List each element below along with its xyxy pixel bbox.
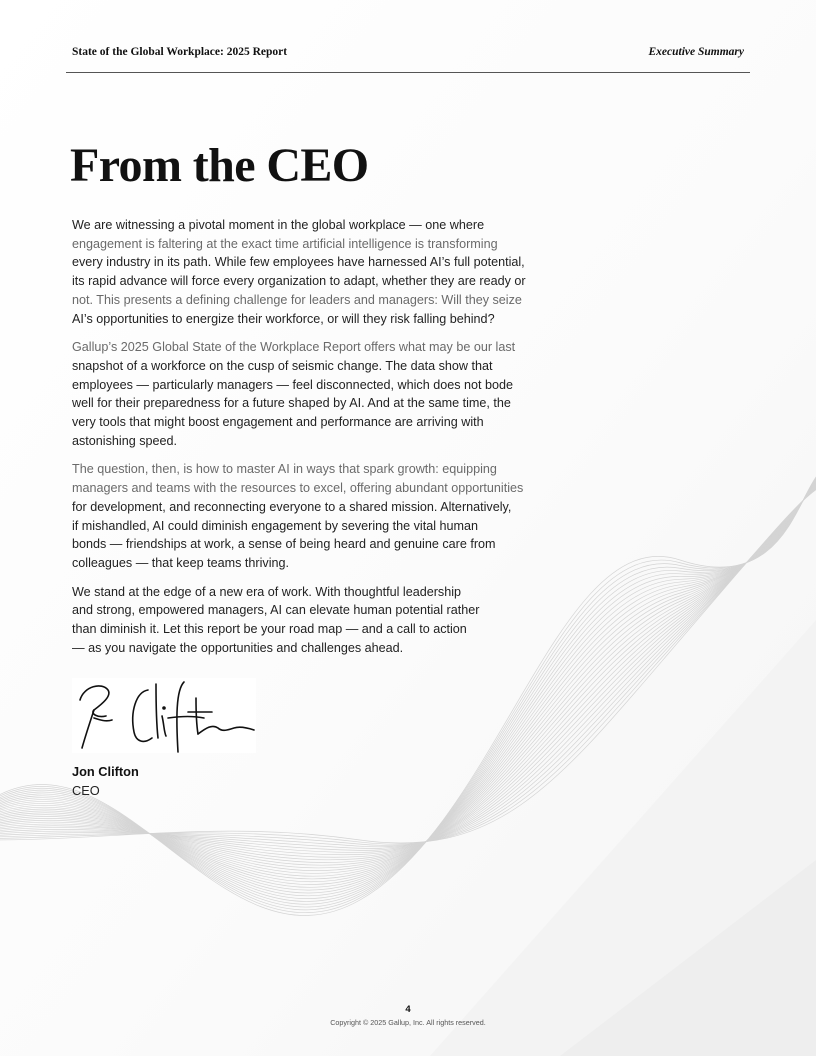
page-title: From the CEO xyxy=(70,139,369,192)
signer-title: CEO xyxy=(72,783,100,798)
header-divider xyxy=(66,72,750,73)
signer-name: Jon Clifton xyxy=(72,764,139,779)
text-line: every industry in its path. While few employees have harnessed AI’s full potential, xyxy=(72,255,525,270)
section-title-header: Executive Summary xyxy=(648,46,744,58)
text-line: colleagues — that keep teams thriving. xyxy=(72,555,290,570)
text-line: not. This presents a defining challenge for leaders and managers: Will they seize xyxy=(72,292,522,307)
text-line: snapshot of a workforce on the cusp of seismic change. The data show that xyxy=(72,358,493,373)
text-line: We are witnessing a pivotal moment in the global workplace — one where xyxy=(72,218,485,232)
text-line: bonds — friendships at work, a sense of being heard and genuine care from xyxy=(72,537,496,552)
text-line: than diminish it. Let this report be your road map — and a call to action xyxy=(72,622,467,637)
text-line: its rapid advance will force every organization to adapt, whether they are ready or xyxy=(72,274,526,289)
running-header xyxy=(72,46,744,62)
text-line: well for their preparedness for a future shaped by AI. And at the same time, the xyxy=(72,396,511,411)
report-title-header: State of the Global Workplace: 2025 Report xyxy=(72,46,288,58)
text-line: if mishandled, AI could diminish engagement by severing the vital human xyxy=(72,518,479,533)
text-line: astonishing speed. xyxy=(72,433,178,448)
copyright-notice: Copyright © 2025 Gallup, Inc. All rights reserved. xyxy=(330,1018,486,1027)
paragraph-4 xyxy=(72,583,558,658)
text-line: AI’s opportunities to energize their workforce, or will they risk falling behind? xyxy=(72,311,495,326)
letter-body xyxy=(72,216,558,667)
text-line: We stand at the edge of a new era of work. With thoughtful leadership xyxy=(72,584,462,599)
handwritten-signature-icon xyxy=(72,678,256,753)
signature-image xyxy=(72,678,256,753)
paragraph-2 xyxy=(72,338,558,450)
text-line: for development, and reconnecting everyone to a shared mission. Alternatively, xyxy=(72,499,512,514)
paragraph-3 xyxy=(72,460,558,572)
text-line: engagement is faltering at the exact time artificial intelligence is transforming xyxy=(72,236,498,251)
text-line: and strong, empowered managers, AI can elevate human potential rather xyxy=(72,603,480,618)
text-line: — as you navigate the opportunities and challenges ahead. xyxy=(72,640,404,655)
text-line: Gallup’s 2025 Global State of the Workplace Report offers what may be our last xyxy=(72,340,516,355)
text-line: The question, then, is how to master AI in ways that spark growth: equipping xyxy=(72,462,497,477)
text-line: employees — particularly managers — feel disconnected, which does not bode xyxy=(72,377,514,392)
text-line: managers and teams with the resources to excel, offering abundant opportunities xyxy=(72,481,524,496)
page-number: 4 xyxy=(405,1004,411,1015)
text-line: very tools that might boost engagement and performance are arriving with xyxy=(72,415,484,430)
paragraph-1 xyxy=(72,216,558,328)
